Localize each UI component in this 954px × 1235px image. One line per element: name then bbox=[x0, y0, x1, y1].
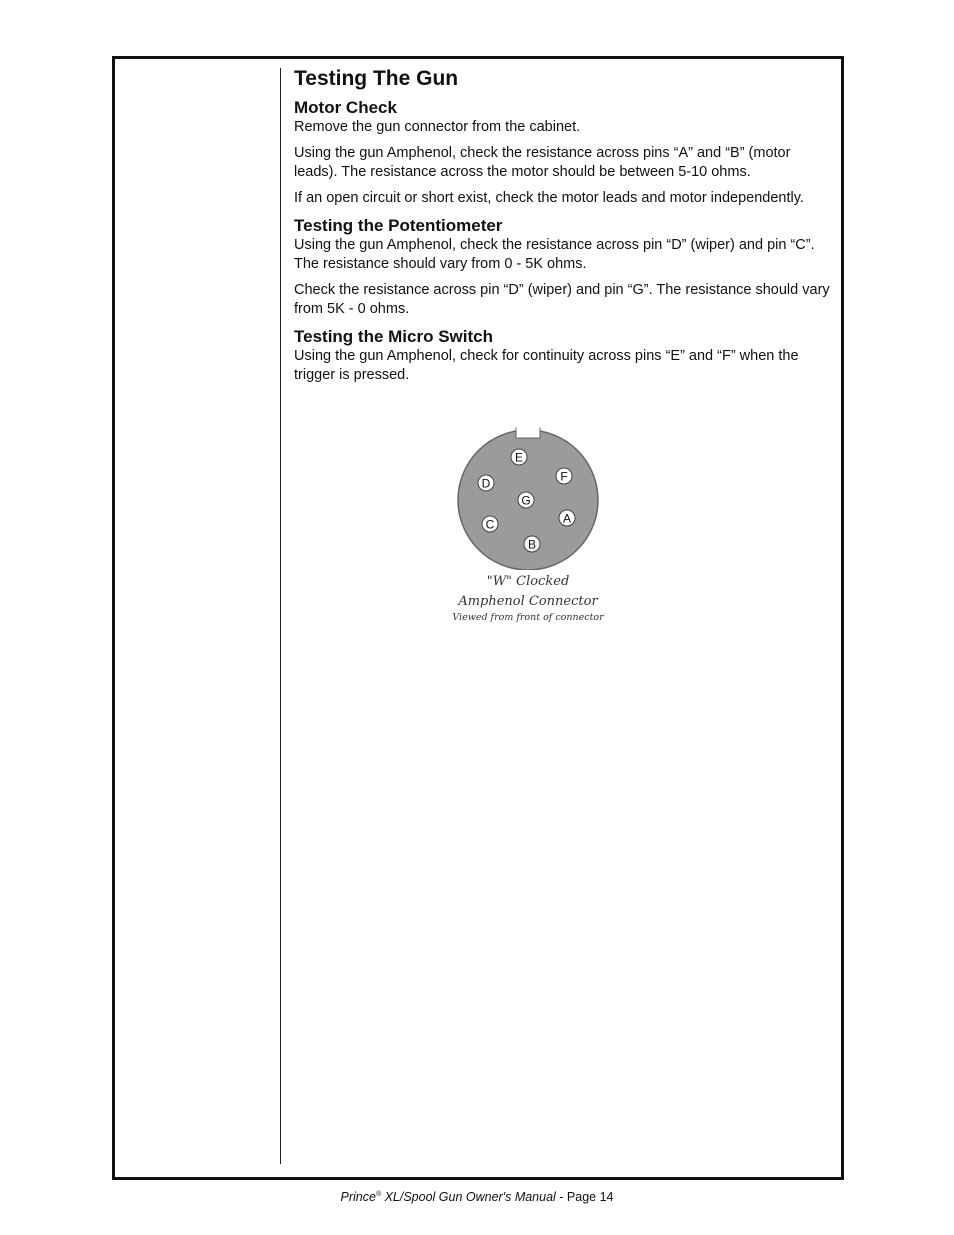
connector-caption-name: Amphenol Connector bbox=[458, 594, 598, 609]
svg-text:A: A bbox=[562, 511, 572, 526]
pin-f bbox=[556, 468, 572, 484]
pin-d bbox=[478, 475, 494, 491]
pin-e bbox=[511, 449, 527, 465]
main-content bbox=[294, 66, 834, 392]
svg-text:F: F bbox=[560, 469, 568, 484]
amphenol-connector-diagram bbox=[456, 426, 600, 570]
potentiometer-heading: Testing the Potentiometer bbox=[294, 216, 503, 235]
pin-b bbox=[524, 536, 540, 552]
potentiometer-paragraph: Using the gun Amphenol, check the resistance across pin “D” (wiper) and pin “C”. The resistance should vary from 0 - 5K ohms. bbox=[294, 237, 815, 272]
svg-text:G: G bbox=[521, 493, 531, 508]
registered-mark: ® bbox=[375, 1190, 382, 1198]
motor-check-paragraph: Using the gun Amphenol, check the resistance across pins “A” and “B” (motor leads). The resistance across the motor should be between 5-10 ohms. bbox=[294, 145, 791, 180]
potentiometer-paragraph: Check the resistance across pin “D” (wiper) and pin “G”. The resistance should vary from 5K - 0 ohms. bbox=[294, 282, 830, 317]
amphenol-connector-figure bbox=[430, 426, 626, 624]
footer-manual-title: XL/Spool Gun Owner's Manual bbox=[381, 1190, 556, 1204]
svg-text:B: B bbox=[527, 537, 537, 552]
connector-caption-view: Viewed from front of connector bbox=[452, 612, 604, 623]
page-title: Testing The Gun bbox=[294, 67, 459, 90]
connector-caption-type: "W" Clocked bbox=[486, 574, 570, 589]
motor-check-paragraph: If an open circuit or short exist, check the motor leads and motor independently. bbox=[294, 190, 804, 206]
column-rule bbox=[280, 68, 281, 1164]
motor-check-paragraph: Remove the gun connector from the cabinet. bbox=[294, 119, 581, 135]
footer-brand: Prince bbox=[340, 1190, 376, 1204]
micro-switch-paragraph: Using the gun Amphenol, check for continuity across pins “E” and “F” when the trigger is pressed. bbox=[294, 348, 799, 383]
pin-g bbox=[518, 492, 534, 508]
micro-switch-heading: Testing the Micro Switch bbox=[294, 327, 493, 346]
svg-text:D: D bbox=[481, 476, 491, 491]
svg-text:C: C bbox=[485, 517, 495, 532]
pin-a bbox=[559, 510, 575, 526]
svg-text:E: E bbox=[514, 450, 524, 465]
page-footer bbox=[0, 1190, 954, 1204]
connector-key-notch bbox=[516, 426, 540, 438]
pin-c bbox=[482, 516, 498, 532]
motor-check-heading: Motor Check bbox=[294, 98, 397, 117]
footer-page-number: - Page 14 bbox=[555, 1190, 614, 1204]
